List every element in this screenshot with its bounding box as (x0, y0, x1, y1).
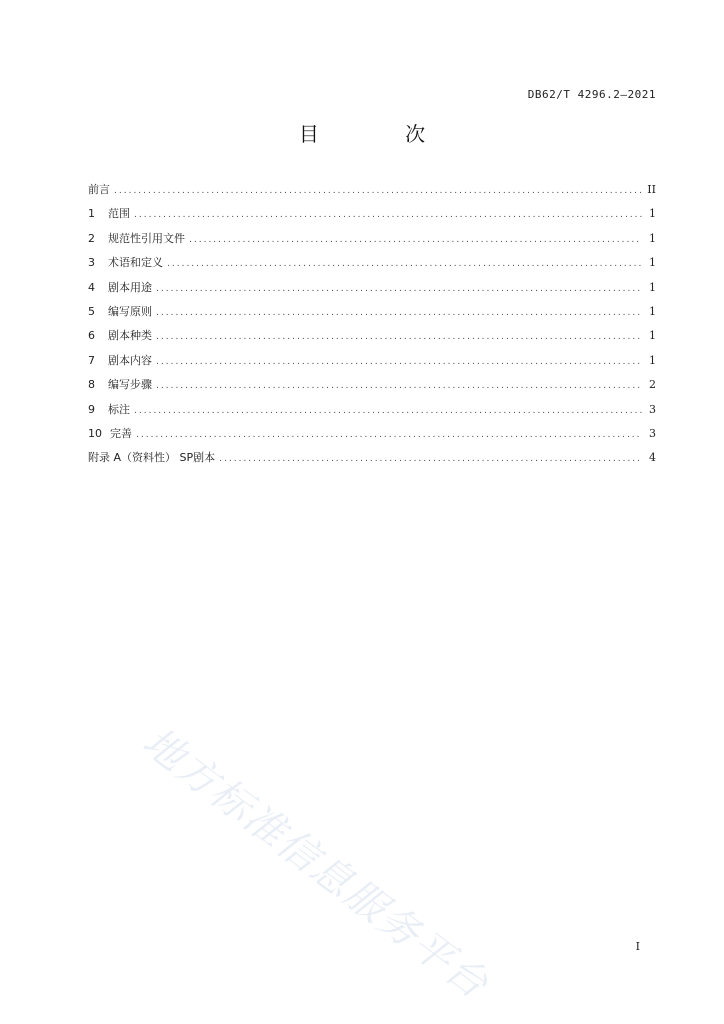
toc-entry-label: 完善 (110, 426, 132, 440)
toc-leader-dots (156, 282, 642, 296)
toc-entry[interactable] (88, 354, 656, 378)
toc-entry-page: 1 (649, 353, 656, 367)
toc-entry[interactable] (88, 378, 656, 402)
page-title: 目 次 (298, 122, 466, 146)
toc-leader-dots (167, 257, 642, 271)
toc-entry-label: 附录 A（资料性） SP剧本 (88, 451, 216, 465)
toc-entry-label: 术语和定义 (108, 256, 163, 270)
toc-entry[interactable] (88, 451, 656, 475)
toc-entry-number: 7 (88, 353, 95, 367)
toc-entry[interactable] (88, 427, 656, 451)
toc-entry-number: 1 (88, 207, 95, 221)
table-of-contents (88, 183, 656, 476)
toc-entry-number: 5 (88, 304, 95, 318)
toc-entry-number: 3 (88, 256, 95, 270)
toc-entry-page: 3 (649, 426, 656, 440)
toc-entry-label: 编写原则 (108, 304, 152, 318)
toc-entry-label: 编写步骤 (108, 378, 152, 392)
page-number: I (635, 940, 640, 953)
toc-entry-page: 1 (649, 304, 656, 318)
toc-leader-dots (156, 306, 642, 320)
toc-entry-number: 4 (88, 280, 95, 294)
toc-leader-dots (189, 233, 642, 247)
toc-entry-label: 范围 (108, 207, 130, 221)
toc-entry-label: 标注 (108, 402, 130, 416)
toc-entry-number: 2 (88, 231, 95, 245)
toc-entry-page: II (647, 183, 656, 196)
toc-leader-dots (134, 208, 642, 222)
toc-entry[interactable] (88, 281, 656, 305)
toc-entry-page: 1 (649, 207, 656, 221)
toc-leader-dots (114, 184, 642, 198)
toc-entry[interactable] (88, 232, 656, 256)
toc-leader-dots (134, 404, 642, 418)
toc-entry-number: 6 (88, 329, 95, 343)
toc-leader-dots (219, 452, 642, 466)
toc-entry[interactable] (88, 183, 656, 207)
toc-entry-page: 3 (649, 402, 656, 416)
toc-entry-number: 8 (88, 378, 95, 392)
toc-entry-page: 1 (649, 329, 656, 343)
toc-entry-label: 剧本种类 (108, 329, 152, 343)
toc-entry-page: 2 (649, 378, 656, 392)
watermark: 地方标准信息服务平台 (134, 718, 498, 1009)
toc-entry[interactable] (88, 305, 656, 329)
toc-entry-number: 10 (88, 426, 102, 440)
toc-entry-page: 1 (649, 256, 656, 270)
toc-entry-label: 前言 (88, 183, 110, 196)
toc-entry-label: 剧本内容 (108, 353, 152, 367)
toc-leader-dots (156, 355, 642, 369)
toc-entry[interactable] (88, 207, 656, 231)
toc-entry[interactable] (88, 329, 656, 353)
toc-leader-dots (156, 379, 642, 393)
toc-entry[interactable] (88, 256, 656, 280)
toc-leader-dots (156, 330, 642, 344)
standard-code: DB62/T 4296.2—2021 (527, 88, 656, 101)
toc-entry-label: 剧本用途 (108, 280, 152, 294)
toc-entry-page: 4 (649, 451, 656, 465)
toc-entry-page: 1 (649, 231, 656, 245)
toc-entry-number: 9 (88, 402, 95, 416)
toc-leader-dots (136, 428, 642, 442)
toc-entry[interactable] (88, 403, 656, 427)
toc-entry-page: 1 (649, 280, 656, 294)
toc-entry-label: 规范性引用文件 (108, 231, 185, 245)
